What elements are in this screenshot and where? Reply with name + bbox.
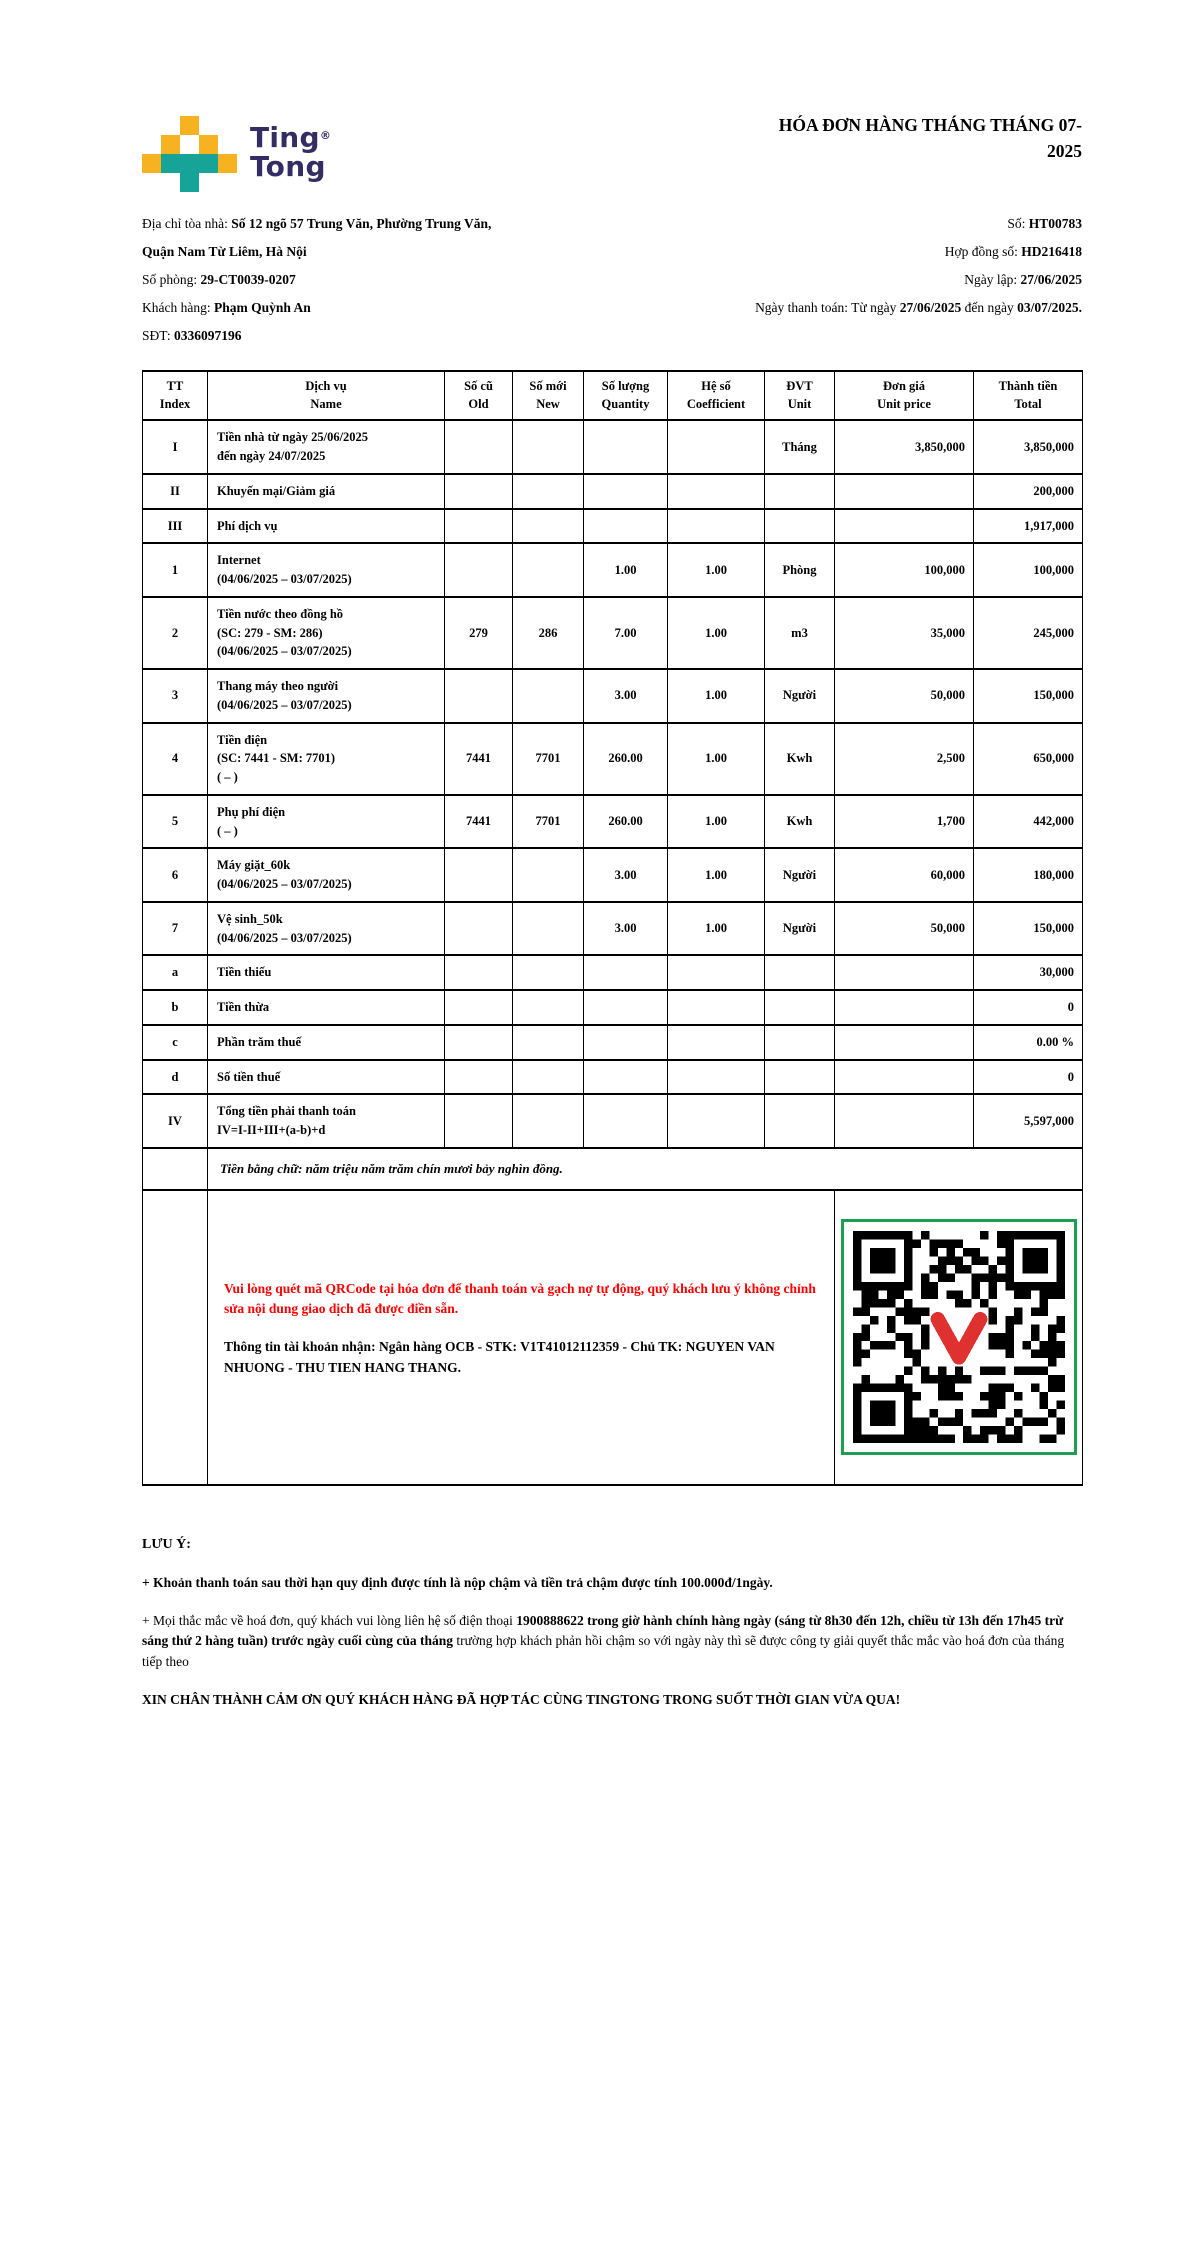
table-row [143,848,1083,902]
cell-total: 150,000 [974,669,1083,723]
cell-name: Phần trăm thuế [208,1025,445,1060]
account-number: V1T41012112359 [520,1339,620,1355]
customer-phone [142,328,241,345]
cell-old [445,902,513,956]
cell-old: 7441 [445,795,513,849]
cell-unit [765,955,835,990]
cell-coef [668,509,765,544]
cell-tt-empty [143,1148,208,1190]
cell-tt: I [143,420,208,474]
cell-total: 180,000 [974,848,1083,902]
payment-instructions [208,1190,835,1485]
amount-in-words [208,1148,1083,1190]
page-title-line1: HÓA ĐƠN HÀNG THÁNG THÁNG 07- [778,115,1082,135]
cell-total: 3,850,000 [974,420,1083,474]
cell-unit [765,509,835,544]
column-header: Số mới New [513,371,584,420]
cell-new [513,669,584,723]
issue-date-label: Ngày lập: [964,271,1021,287]
notes-section [142,1534,1082,1710]
cell-unit: Người [765,848,835,902]
qr-warning-text: Vui lòng quét mã QRCode tại hóa đơn để thanh toán và gạch nợ tự động, quý khách lưu ý không chỉnh sửa nội dung giao dịch đã được điền sẵn. [224,1280,816,1317]
building-address [142,216,491,233]
cell-price: 1,700 [835,795,974,849]
hotline-hours: 1900888622 trong giờ hành chính hàng ngày (sáng từ 8h30 đến 12h, chiều từ 13h đến 17h45 trừ sáng thứ 2 hàng tuần) [142,1613,1064,1649]
cell-price [835,1060,974,1095]
qr-code-pattern [853,1231,1065,1443]
payment-period [755,300,1082,317]
table-row [143,902,1083,956]
info-row-phone [142,328,1082,345]
cell-tt: c [143,1025,208,1060]
qr-code-area [835,1190,1083,1485]
brand-logo [142,116,331,192]
invoice-table-footer [143,1148,1083,1485]
cell-new [513,543,584,597]
column-header: Số lượng Quantity [584,371,668,420]
amount-in-words-label: Tiền bằng chữ: [220,1160,306,1176]
cell-coef [668,420,765,474]
invoice-info [142,216,1082,344]
cell-new [513,848,584,902]
cell-qty: 3.00 [584,669,668,723]
registered-mark: ® [319,129,332,142]
cell-qty [584,1060,668,1095]
cell-name: Tiền điện (SC: 7441 - SM: 7701) ( – ) [208,723,445,795]
payment-from-date: 27/06/2025 [899,299,962,315]
cell-unit: Phòng [765,543,835,597]
table-row [143,1094,1083,1148]
table-row [143,1025,1083,1060]
cell-old: 7441 [445,723,513,795]
phone-value: 0336097196 [173,327,242,343]
cell-tt: 2 [143,597,208,669]
cell-price: 50,000 [835,902,974,956]
cell-total: 30,000 [974,955,1083,990]
cell-coef [668,1060,765,1095]
cell-old [445,955,513,990]
cell-tt: b [143,990,208,1025]
cell-new [513,902,584,956]
cell-total: 1,917,000 [974,509,1083,544]
cell-qty [584,1094,668,1148]
logo-pixel [161,135,180,154]
amount-in-words-value: năm triệu năm trăm chín mươi bảy nghìn đồng. [305,1160,563,1176]
customer-value: Phạm Quỳnh An [213,299,311,315]
payment-label: Ngày thanh toán: Từ ngày [755,299,900,315]
cell-tt: III [143,509,208,544]
cell-tt: 4 [143,723,208,795]
cell-old [445,990,513,1025]
invoice-header [142,100,1082,192]
cell-old [445,669,513,723]
cell-price: 2,500 [835,723,974,795]
cell-old [445,848,513,902]
cell-total: 5,597,000 [974,1094,1083,1148]
account-holder: NGUYEN VAN NHUONG - THU TIEN HANG THANG [224,1339,775,1375]
qr-code [841,1219,1077,1455]
page-title-line2: 2025 [1047,141,1082,162]
room-label: Số phòng: [142,271,201,287]
cell-price: 3,850,000 [835,420,974,474]
cell-total: 245,000 [974,597,1083,669]
column-header: ĐVT Unit [765,371,835,420]
column-header: TT Index [143,371,208,420]
account-prefix: Thông tin tài khoản nhận: Ngân hàng OCB - STK: [224,1339,521,1355]
cell-name: Phụ phí điện ( – ) [208,795,445,849]
info-row-customer [142,300,1082,317]
address-label: Địa chỉ tòa nhà: [142,216,232,231]
cell-tt: 3 [143,669,208,723]
cell-price: 35,000 [835,597,974,669]
cell-qty: 260.00 [584,723,668,795]
cell-name: Tiền nước theo đồng hồ (SC: 279 - SM: 286) (04/06/2025 – 03/07/2025) [208,597,445,669]
cell-new [513,420,584,474]
account-mid: - Chủ TK: [619,1339,686,1355]
table-row [143,955,1083,990]
amount-in-words-row [143,1148,1083,1190]
logo-pixel [161,154,218,173]
cell-coef: 1.00 [668,795,765,849]
cell-name: Phí dịch vụ [208,509,445,544]
logo-pixel [199,135,218,154]
info-row-address [142,216,1082,233]
invoice-number [1007,216,1082,233]
cell-unit: Kwh [765,795,835,849]
cell-old [445,420,513,474]
cell-name: Internet (04/06/2025 – 03/07/2025) [208,543,445,597]
room-value: 29-CT0039-0207 [200,271,296,287]
cell-new: 7701 [513,795,584,849]
invoice-number-label: Số: [1007,216,1029,231]
table-row [143,474,1083,509]
cell-new: 286 [513,597,584,669]
cell-price [835,509,974,544]
column-header: Dịch vụ Name [208,371,445,420]
cell-old: 279 [445,597,513,669]
cell-qty: 1.00 [584,543,668,597]
contract-value: HD216418 [1021,243,1082,259]
cell-name: Tổng tiền phải thanh toán IV=I-II+III+(a-b)+d [208,1094,445,1148]
cell-price [835,955,974,990]
cell-qty [584,955,668,990]
cell-old [445,1094,513,1148]
cell-coef: 1.00 [668,848,765,902]
logo-pixel [180,116,199,135]
payment-to-date: 03/07/2025. [1017,299,1082,315]
table-row [143,543,1083,597]
cell-new [513,1060,584,1095]
payment-mid-label: đến ngày [961,299,1018,315]
invoice-number-value: HT00783 [1028,216,1082,231]
contact-note-prefix: + Mọi thắc mắc về hoá đơn, quý khách vui lòng liên hệ số điện thoại [142,1613,517,1629]
cell-new [513,955,584,990]
cell-qty [584,420,668,474]
cell-qty [584,990,668,1025]
table-row [143,990,1083,1025]
cell-coef [668,1025,765,1060]
cell-name: Tiền thừa [208,990,445,1025]
account-suffix: . [457,1359,462,1375]
brand-name-line2: Tong [250,149,326,183]
cell-old [445,1060,513,1095]
cell-qty [584,509,668,544]
qr-row [143,1190,1083,1485]
cell-total: 0.00 % [974,1025,1083,1060]
invoice-table [142,370,1083,1486]
cell-name: Thang máy theo người (04/06/2025 – 03/07/2025) [208,669,445,723]
account-info [224,1337,818,1378]
table-row [143,1060,1083,1095]
cell-qty: 260.00 [584,795,668,849]
invoice-table-head-row [143,371,1083,420]
cell-price: 100,000 [835,543,974,597]
cell-price [835,1094,974,1148]
customer-label: Khách hàng: [142,299,214,315]
info-row-room [142,272,1082,289]
invoice-table-body [143,420,1083,1148]
cell-old [445,543,513,597]
phone-label: SĐT: [142,327,174,343]
cell-tt: d [143,1060,208,1095]
cell-tt-empty [143,1190,208,1485]
cell-new [513,1094,584,1148]
late-payment-note: + Khoản thanh toán sau thời hạn quy định được tính là nộp chậm và tiền trả chậm được tính 100.000đ/1ngày. [142,1574,773,1590]
tingtong-logo-icon [142,116,237,192]
cell-old [445,474,513,509]
cell-price [835,1025,974,1060]
cell-unit: Người [765,669,835,723]
issue-date-value: 27/06/2025 [1020,271,1082,287]
cell-total: 0 [974,1060,1083,1095]
cell-total: 650,000 [974,723,1083,795]
cell-total: 200,000 [974,474,1083,509]
deadline-phrase: trước ngày cuối cùng của tháng [271,1633,453,1649]
cell-name: Tiền thiếu [208,955,445,990]
column-header: Hệ số Coefficient [668,371,765,420]
issue-date [964,272,1082,289]
cell-coef [668,474,765,509]
cell-total: 0 [974,990,1083,1025]
cell-tt: a [143,955,208,990]
cell-total: 100,000 [974,543,1083,597]
contact-note [142,1611,1082,1672]
cell-new [513,990,584,1025]
cell-unit [765,990,835,1025]
cell-name: Vệ sinh_50k (04/06/2025 – 03/07/2025) [208,902,445,956]
cell-coef [668,990,765,1025]
cell-unit: Kwh [765,723,835,795]
cell-price [835,990,974,1025]
room-number [142,272,296,289]
table-row [143,420,1083,474]
cell-unit [765,1060,835,1095]
notes-heading: LƯU Ý: [142,1536,191,1552]
cell-tt: 7 [143,902,208,956]
cell-unit: Tháng [765,420,835,474]
column-header: Thành tiền Total [974,371,1083,420]
table-row [143,597,1083,669]
cell-new [513,1025,584,1060]
cell-new: 7701 [513,723,584,795]
cell-unit [765,474,835,509]
cell-name: Khuyến mại/Giảm giá [208,474,445,509]
cell-total: 442,000 [974,795,1083,849]
cell-unit [765,1025,835,1060]
address-value-line2: Quận Nam Từ Liêm, Hà Nội [142,243,307,259]
logo-pixel [180,173,199,192]
table-row [143,795,1083,849]
cell-coef: 1.00 [668,597,765,669]
cell-qty [584,1025,668,1060]
cell-qty: 3.00 [584,848,668,902]
page-title [779,112,1082,165]
table-row [143,509,1083,544]
table-row [143,669,1083,723]
column-header: Đơn giá Unit price [835,371,974,420]
contract-number [945,244,1082,261]
cell-name: Tiền nhà từ ngày 25/06/2025 đến ngày 24/07/2025 [208,420,445,474]
cell-new [513,474,584,509]
cell-name: Số tiền thuế [208,1060,445,1095]
cell-tt: 5 [143,795,208,849]
cell-unit [765,1094,835,1148]
cell-coef [668,1094,765,1148]
cell-tt: IV [143,1094,208,1148]
cell-tt: 6 [143,848,208,902]
contract-label: Hợp đồng số: [944,243,1022,259]
cell-price: 60,000 [835,848,974,902]
info-row-address2 [142,244,1082,261]
thank-you-message: XIN CHÂN THÀNH CẢM ƠN QUÝ KHÁCH HÀNG ĐÃ HỢP TÁC CÙNG TINGTONG TRONG SUỐT THỜI GIAN VỪA QUA! [142,1691,901,1707]
cell-price: 50,000 [835,669,974,723]
column-header: Số cũ Old [445,371,513,420]
cell-qty: 7.00 [584,597,668,669]
brand-name-line1: Ting [250,121,320,154]
cell-coef [668,955,765,990]
address-value: Số 12 ngõ 57 Trung Văn, Phường Trung Văn, [231,216,492,231]
cell-coef: 1.00 [668,669,765,723]
cell-name: Máy giặt_60k (04/06/2025 – 03/07/2025) [208,848,445,902]
contact-note-suffix: trường hợp khách phản hồi chậm so với ngày này thì sẽ được công ty giải quyết thắc mắc vào hoá đơn của tháng tiếp theo [142,1633,1065,1669]
cell-unit: m3 [765,597,835,669]
cell-coef: 1.00 [668,902,765,956]
cell-new [513,509,584,544]
cell-old [445,1025,513,1060]
customer-name [142,300,311,317]
table-row [143,723,1083,795]
cell-price [835,474,974,509]
cell-old [445,509,513,544]
cell-coef: 1.00 [668,723,765,795]
cell-qty: 3.00 [584,902,668,956]
brand-wordmark [250,121,332,183]
logo-pixel [218,154,237,173]
cell-total: 150,000 [974,902,1083,956]
cell-qty [584,474,668,509]
cell-unit: Người [765,902,835,956]
cell-tt: 1 [143,543,208,597]
cell-coef: 1.00 [668,543,765,597]
logo-pixel [142,154,161,173]
cell-tt: II [143,474,208,509]
